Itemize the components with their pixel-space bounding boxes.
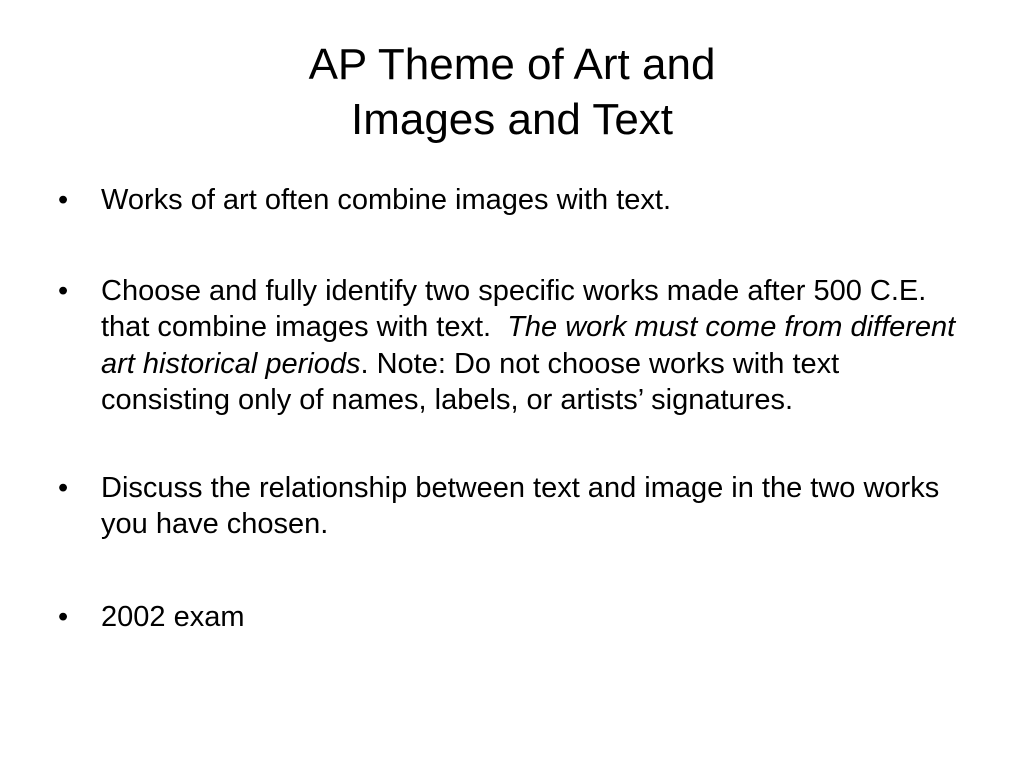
bullet-text: Choose and fully identify two specific works made after 500 C.E. that combine images with text. [101, 274, 927, 343]
bullet-list [58, 182, 968, 689]
bullet-item [58, 273, 968, 419]
bullet-text: Works of art often combine images with text. [101, 184, 672, 216]
slide-title [0, 37, 1024, 147]
slide-title-line-1: AP Theme of Art and [308, 40, 716, 89]
bullet-emphasis-text: The work must come from different art historical periods [101, 311, 956, 380]
bullet-text: Discuss the relationship between text and image in the two works you have chosen. [101, 471, 940, 540]
bullet-item [58, 470, 968, 543]
slide-title-line-2: Images and Text [350, 95, 674, 144]
bullet-text: 2002 exam [101, 600, 245, 633]
bullet-text-continued: . Note: Do not choose works with text consisting only of names, labels, or artists’ signatures. [101, 347, 840, 416]
bullet-item [58, 182, 968, 219]
bullet-item [58, 599, 968, 636]
